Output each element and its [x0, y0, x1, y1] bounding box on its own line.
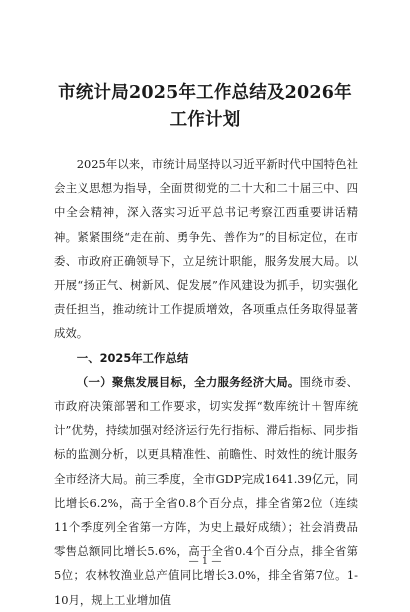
section-heading: 一、2025年工作总结 [76, 350, 189, 365]
intro-paragraph: 2025年以来，市统计局坚持以习近平新时代中国特色社会主义思想为指导，全面贯彻党的二十大和二十届三中、四中全会精神，深入落实习近平总书记考察江西重要讲话精神。紧紧围绕“走在前、勇争先、善作为”的目标定位，在市委、市政府正确领导下，立足统计职能，服务发展大局。以开展“扬正气、树新风、促发展”作风建设为抓手，切实强化责任担当，推动统计工作提质增效，各项重点任务取得显著成效。 [54, 157, 358, 341]
page-number: — 1 — [188, 556, 222, 567]
subsection-paragraph [54, 370, 358, 612]
document-body [54, 152, 358, 612]
subsection-text: 围绕市委、市政府决策部署和工作要求，切实发挥“数库统计＋智库统计”优势，持续加强对经济运行先行指标、滞后指标、同步指标的监测分析，以更具精准性、前瞻性、时效性的统计服务全市经济大局。前三季度，全市GDP完成1641.39亿元，同比增长6.2%，高于全省0.8个百分点，排全省第2位（连续11个季度列全省第一方阵，为史上最好成绩）；社会消费品零售总额同比增长5.6%，高于全省0.4个百分点，排全省第5位；农林牧渔业总产值同比增长3.0%，排全省第7位。1-10月，规上工业增加值 [54, 374, 358, 607]
document-title: 市统计局2025年工作总结及2026年工作计划 [58, 83, 352, 130]
subsection-heading: （一）聚焦发展目标，全力服务经济大局。 [76, 374, 300, 389]
